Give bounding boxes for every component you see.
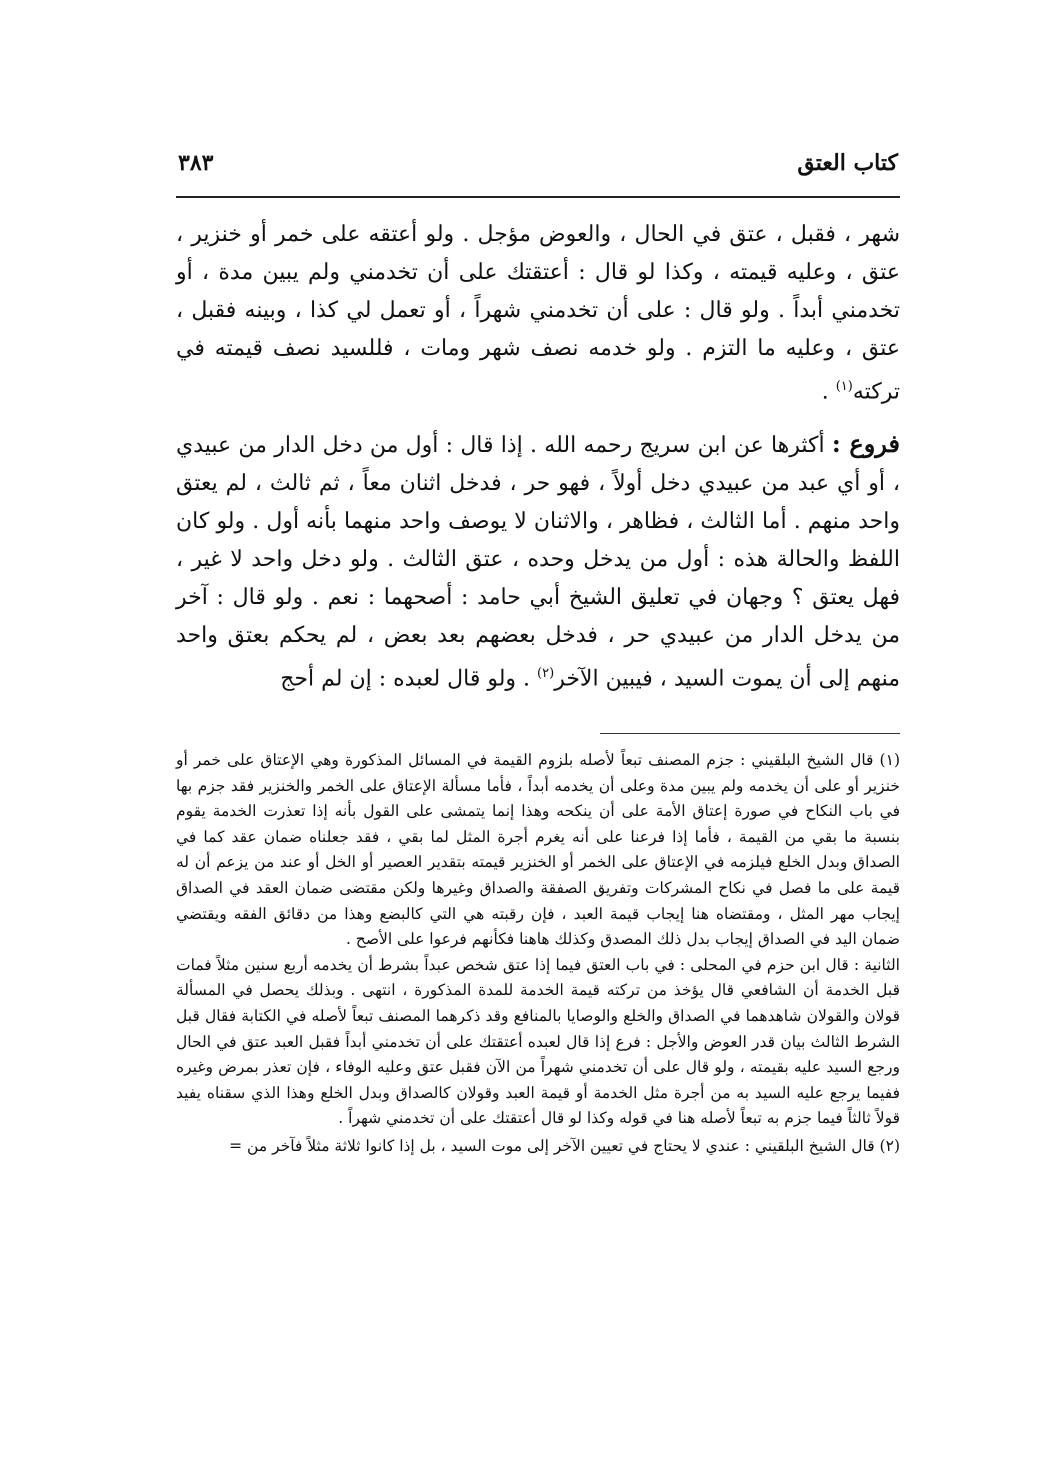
paragraph-furu bbox=[176, 425, 900, 698]
footnote-1 bbox=[176, 748, 900, 953]
paragraph-1-end: . bbox=[821, 379, 836, 405]
section-end: . ولو قال لعبده : إن لم أحج bbox=[280, 666, 538, 692]
footnote-1-second-point: الثانية : قال ابن حزم في المحلى : في باب العتق فيما إذا عتق شخص عبداً بشرط أن يخدمه أربع سنين مثلاً فمات قبل الخدمة أن الشافعي قال يؤخذ من تركته قيمة الخدمة للمدة المذكورة ، انتهى . وبذلك يحصل في المسألة قولان والقولان شاهدهما في الصداق والخلع والوصايا بالمنافع وقد ذكرهما المصنف تبعاً لأصله في الكتابة فقال قبل الشرط الثالث بيان قدر العوض والأجل : فرع إذا قال لعبده أعتقتك على أن تخدمني أبداً فقبل العبد عتق في الحال ورجع السيد عليه بقيمته ، ولو قال على أن تخدمني شهراً من الآن فقبل عتق وعليه الوفاء ، فإن تعذر بمرض وغيره ففيما يرجع عليه السيد به من أجرة مثل الخدمة أو قيمة العبد وقولان كالصداق وبدل الخلع وهذا الذي سقناه يفيد قولاً ثالثاً فيما جزم به تبعاً لأصله هنا في قوله وكذا لو قال أعتقتك على أن تخدمني شهراً . bbox=[176, 955, 900, 1128]
footnote-2 bbox=[176, 1134, 900, 1160]
running-header bbox=[178, 150, 898, 190]
footnote-divider bbox=[600, 733, 900, 734]
footnote-ref-1[interactable]: (١) bbox=[835, 379, 853, 394]
chapter-title: كتاب العتق bbox=[797, 150, 898, 176]
footnotes bbox=[176, 748, 900, 1160]
paragraph-1 bbox=[176, 216, 900, 411]
section-text: أكثرها عن ابن سريج رحمه الله . إذا قال : أول من دخل الدار من عبيدي ، أو أي عبد من عبيدي دخل أولاً ، فهو حر ، فدخل اثنان معاً ، ثم ثالث ، لم يعتق واحد منهم . أما الثالث ، فظاهر ، والاثنان لا يوصف واحد منهما بأنه أول . ولو كان اللفظ والحالة هذه : أول من يدخل وحده ، عتق الثالث . ولو دخل واحد لا غير ، فهل يعتق ؟ وجهان في تعليق الشيخ أبي حامد : أصحهما : نعم . ولو قال : آخر من يدخل الدار من عبيدي حر ، فدخل بعضهم بعد بعض ، لم يحكم بعتق واحد منهم إلى أن يموت السيد ، فيبين الآخر bbox=[176, 433, 900, 692]
page-number: ٣٨٣ bbox=[178, 150, 214, 176]
footnote-ref-2[interactable]: (٢) bbox=[537, 666, 555, 682]
header-divider bbox=[176, 196, 900, 198]
footnote-2-text: قال الشيخ البلقيني : عندي لا يحتاج في تعيين الآخر إلى موت السيد ، بل إذا كانوا ثلاثة مثلاً فآخر من = bbox=[229, 1136, 880, 1155]
main-text bbox=[176, 216, 900, 699]
footnote-1-number: (١) bbox=[879, 751, 900, 769]
section-label: فروع : bbox=[831, 429, 901, 459]
footnote-1-text: قال الشيخ البلقيني : جزم المصنف تبعاً لأصله بلزوم القيمة في المسائل المذكورة وهي الإعتاق على خمر أو خنزير أو على أن يخدمه ولم يبين مدة وعلى أن يخدمه أبداً ، فأما مسألة الإعتاق على الخمر والخنزير فقد جزم بها في باب النكاح في صورة إعتاق الأمة على أن ينكحه وهذا إنما يتمشى على القول بأنه إذا تعذرت الخدمة يقوم بنسبة ما بقي من القيمة ، فأما إذا فرعنا على أنه يغرم أجرة المثل لما بقي ، فقد جعلناه ضمان عقد كما في الصداق وبدل الخلع فيلزمه في الإعتاق على الخمر أو الخنزير قيمته بتقدير العصير أو الخل أو عند من يزعم أن له قيمة على ما فصل في نكاح المشركات وتفريق الصفقة والصداق وغيرها ولكن مقتضى ضمان العقد في الصداق إيجاب مهر المثل ، ومقتضاه هنا إيجاب قيمة العبد ، فإن رقبته هي التي كالبضع وهذا من دقائق الفقه ويقتضي ضمان اليد في الصداق إيجاب بدل ذلك المصدق وكذلك هاهنا فكأنهم فرعوا على الأصح . bbox=[176, 751, 900, 949]
footnote-2-number: (٢) bbox=[879, 1136, 900, 1155]
paragraph-1-text: شهر ، فقبل ، عتق في الحال ، والعوض مؤجل . ولو أعتقه على خمر أو خنزير ، عتق ، وعليه قيمته ، وكذا لو قال : أعتقتك على أن تخدمني ولم يبين مدة ، أو تخدمني أبداً . ولو قال : على أن تخدمني شهراً ، أو تعمل لي كذا ، وبينه فقبل ، عتق ، وعليه ما التزم . ولو خدمه نصف شهر ومات ، فللسيد نصف قيمته في تركته bbox=[176, 222, 900, 405]
